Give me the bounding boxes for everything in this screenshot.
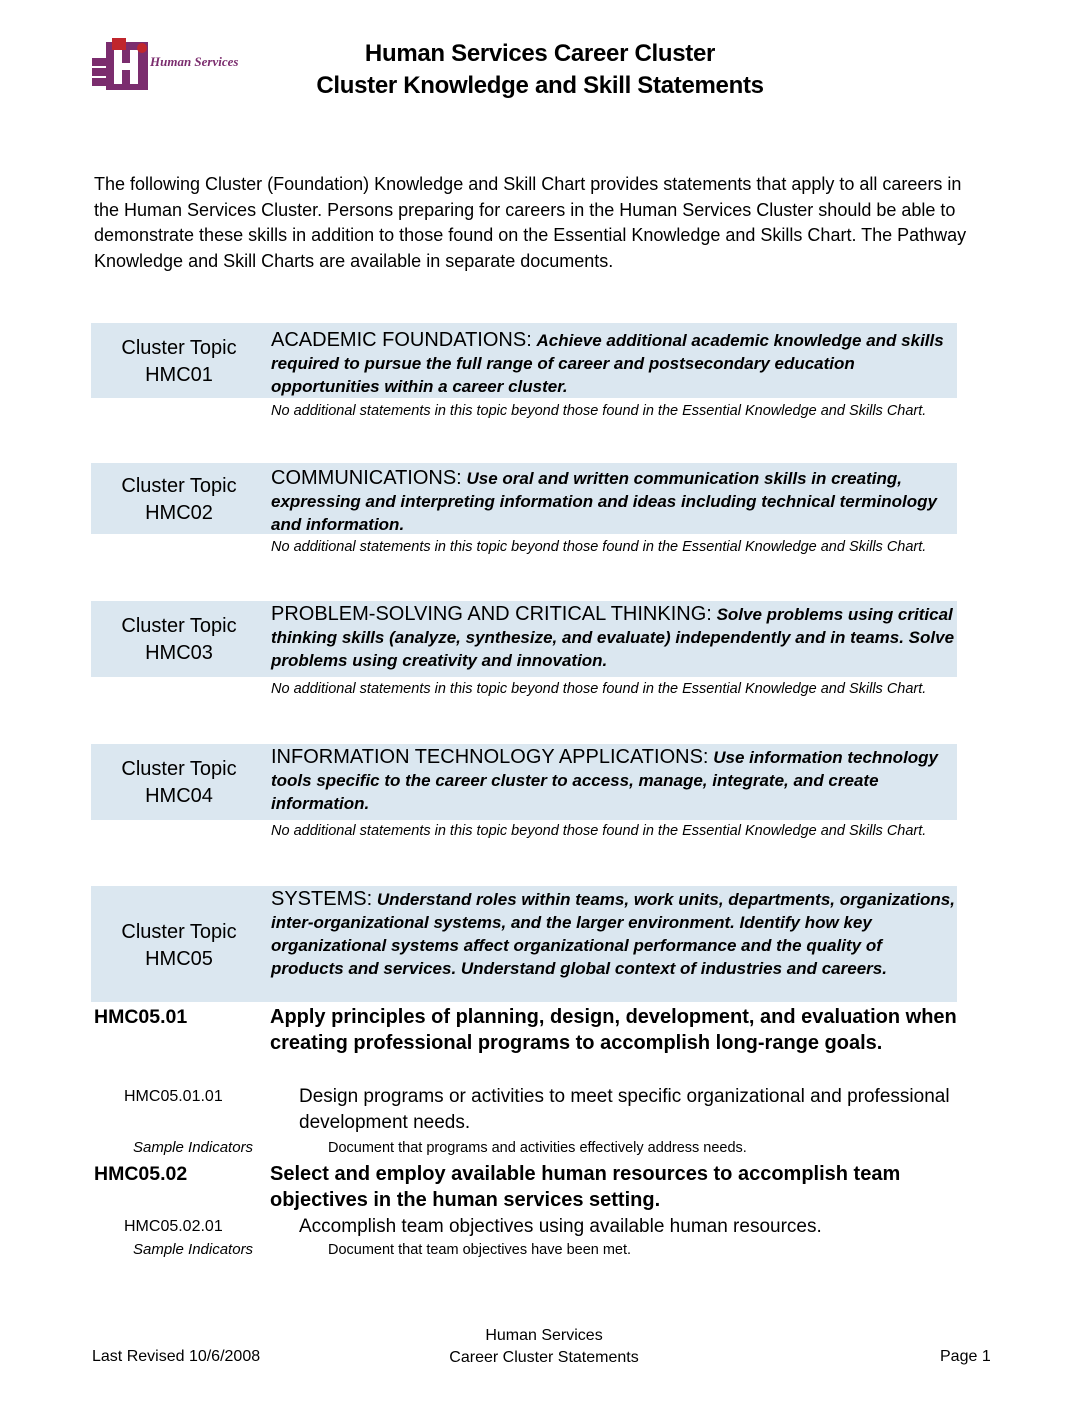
sample-indicator-text: Document that team objectives have been met.: [328, 1242, 632, 1258]
standard-text: Select and employ available human resources to accomplish team objectives in the human services setting.: [270, 1163, 901, 1211]
measurement-code: HMC05.01.01: [124, 1088, 223, 1105]
topic-heading: COMMUNICATIONS:: [271, 467, 462, 489]
topic-description: Use information technology tools specific to the career cluster to access, manage, integrate, and create information.: [271, 748, 939, 813]
topic-note: No additional statements in this topic beyond those found in the Essential Knowledge and Skills Chart.: [271, 823, 927, 839]
topic-code: HMC01: [145, 364, 213, 386]
topic-label: [91, 335, 267, 389]
topic-label: [91, 919, 267, 973]
topic-code: HMC03: [145, 642, 213, 664]
footer-center-line-2: Career Cluster Statements: [449, 1349, 639, 1366]
topic-description: Understand roles within teams, work units, departments, organizations, inter-organizational systems, and the larger environment. Identify how key organizational systems affect organizational performance and the quality of products and services. Understand global context of industries and careers.: [271, 890, 955, 978]
page-title: [260, 38, 820, 102]
topic-label-text: Cluster Topic: [121, 758, 237, 780]
standard-code: HMC05.01: [94, 1006, 188, 1028]
topic-heading: SYSTEMS:: [271, 888, 373, 910]
title-line-1: Human Services Career Cluster: [364, 40, 716, 67]
logo-graphic: [90, 36, 240, 94]
topic-heading: PROBLEM-SOLVING AND CRITICAL THINKING:: [271, 603, 712, 625]
footer-revised: Last Revised 10/6/2008: [92, 1348, 261, 1365]
topic-note: No additional statements in this topic beyond those found in the Essential Knowledge and Skills Chart.: [271, 681, 927, 697]
standard-code: HMC05.02: [94, 1163, 188, 1185]
measurement-text: Design programs or activities to meet specific organizational and professional development needs.: [299, 1086, 950, 1133]
topic-statement: [271, 603, 955, 672]
sample-indicators-label: Sample Indicators: [133, 1139, 254, 1156]
intro-paragraph: The following Cluster (Foundation) Knowledge and Skill Chart provides statements that apply to all careers in the Human Services Cluster. Persons preparing for careers in the Human Services Cluster should be able to demonstrate these skills in addition to those found on the Essential Knowledge and Skills Chart. The Pathway Knowledge and Skill Charts are available in separate documents.: [94, 174, 967, 271]
topic-label-text: Cluster Topic: [121, 615, 237, 637]
topic-label-text: Cluster Topic: [121, 337, 237, 359]
topic-label: [91, 613, 267, 667]
sample-indicator-text: Document that programs and activities effectively address needs.: [328, 1140, 747, 1156]
topic-label: [91, 473, 267, 527]
topic-statement: [271, 329, 955, 398]
topic-code: HMC02: [145, 502, 213, 524]
topic-label: [91, 756, 267, 810]
topic-description: Achieve additional academic knowledge and skills required to pursue the full range of career and postsecondary education opportunities within a career cluster.: [271, 331, 944, 396]
title-line-2: Cluster Knowledge and Skill Statements: [316, 72, 764, 99]
topic-heading: INFORMATION TECHNOLOGY APPLICATIONS:: [271, 746, 709, 768]
topic-label-text: Cluster Topic: [121, 475, 237, 497]
standard-text: Apply principles of planning, design, development, and evaluation when creating professional programs to accomplish long-range goals.: [270, 1006, 957, 1054]
topic-note: No additional statements in this topic beyond those found in the Essential Knowledge and Skills Chart.: [271, 403, 927, 419]
logo-text: Human Services: [150, 54, 239, 69]
topic-heading: ACADEMIC FOUNDATIONS:: [271, 329, 532, 351]
sample-indicators-label: Sample Indicators: [133, 1241, 254, 1258]
topic-statement: [271, 888, 955, 980]
topic-label-text: Cluster Topic: [121, 921, 237, 943]
topic-statement: [271, 746, 955, 815]
footer-center: [394, 1325, 694, 1369]
topic-note: No additional statements in this topic beyond those found in the Essential Knowledge and Skills Chart.: [271, 539, 927, 555]
footer-center-line-1: Human Services: [485, 1327, 603, 1344]
topic-code: HMC04: [145, 785, 213, 807]
topic-code: HMC05: [145, 948, 213, 970]
logo: [90, 36, 240, 94]
topic-statement: [271, 467, 955, 536]
topic-description: Use oral and written communication skills in creating, expressing and interpreting information and ideas including technical terminology and information.: [271, 469, 937, 534]
footer-page-number: Page 1: [940, 1348, 991, 1365]
measurement-text: Accomplish team objectives using available human resources.: [299, 1216, 822, 1237]
measurement-code: HMC05.02.01: [124, 1218, 223, 1235]
topic-description: Solve problems using critical thinking skills (analyze, synthesize, and evaluate) independently and in teams. Solve problems using creativity and innovation.: [271, 605, 955, 670]
